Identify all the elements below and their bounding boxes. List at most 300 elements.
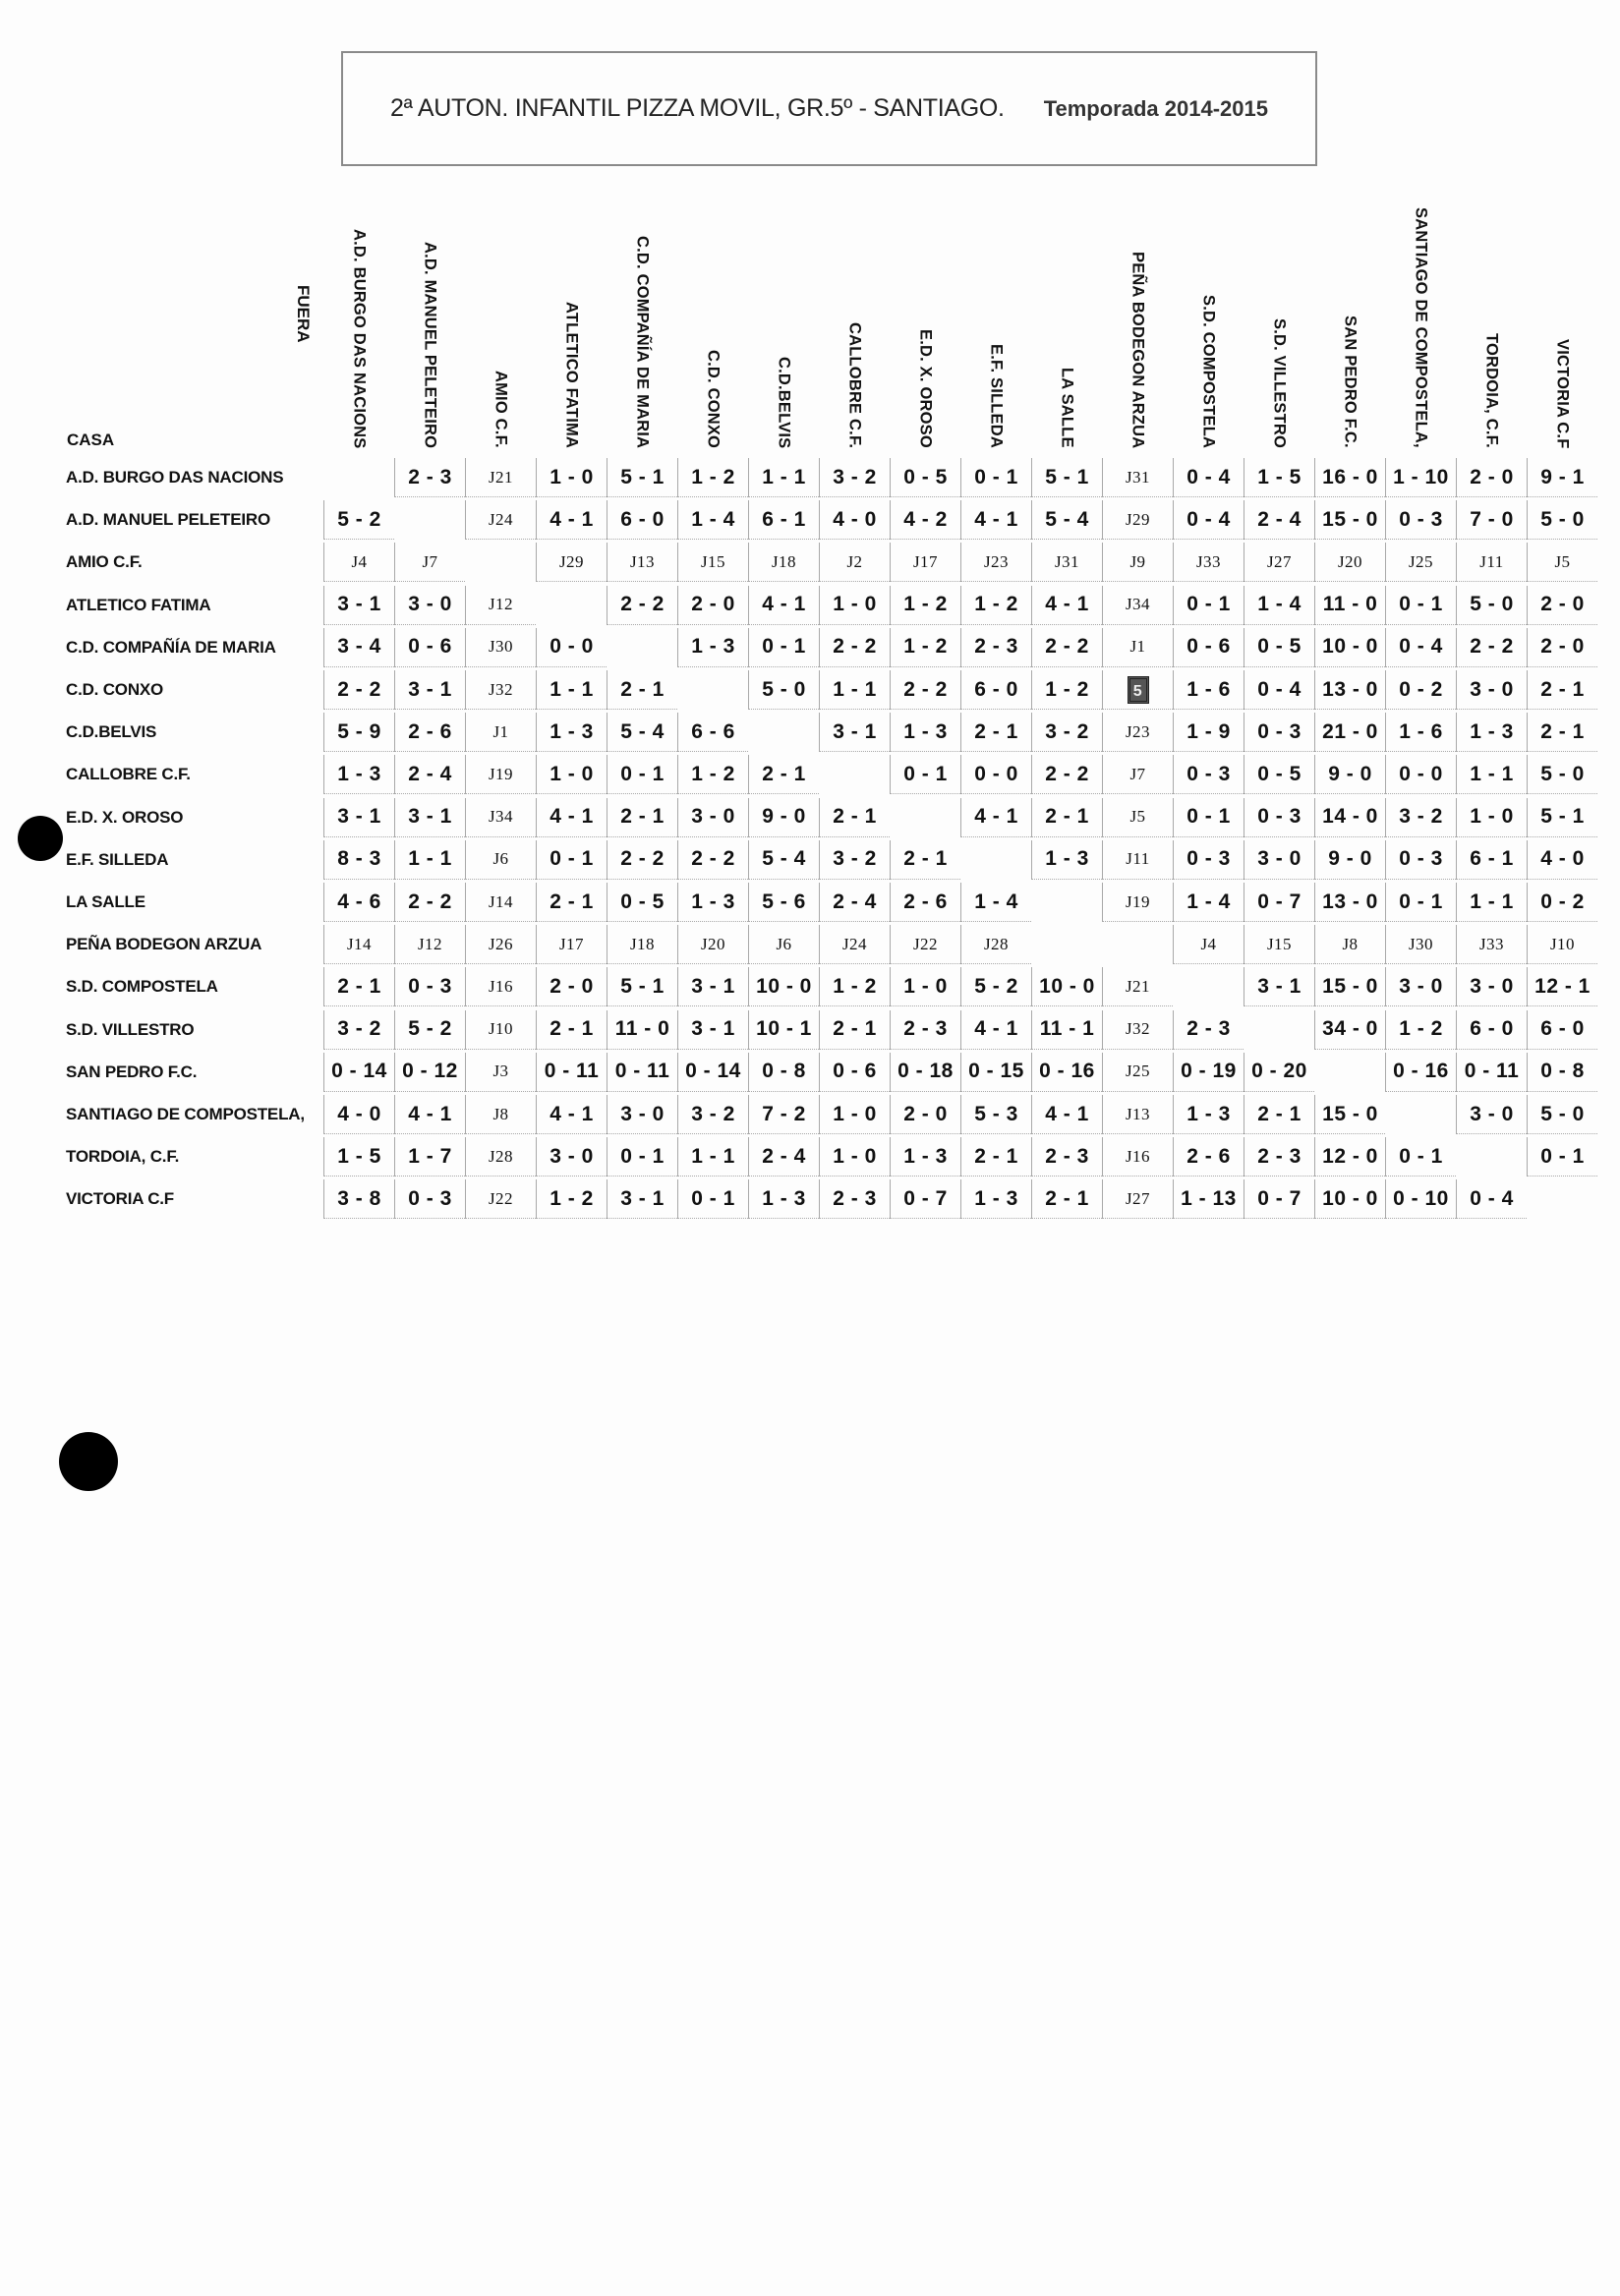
result-cell: 2 - 1 [536,883,607,922]
result-cell: 14 - 0 [1314,798,1385,837]
result-cell: J12 [394,925,465,964]
result-cell: 9 - 0 [1314,755,1385,794]
result-cell: 5 - 1 [607,458,677,497]
result-cell: 1 - 1 [1456,883,1527,922]
column-header [394,187,465,448]
result-cell: 6 - 0 [960,670,1031,710]
result-cell: 1 - 6 [1173,670,1244,710]
result-cell: 1 - 3 [748,1179,819,1219]
empty-cell [819,755,890,794]
result-cell: J29 [1102,500,1173,540]
result-cell: 2 - 1 [1031,1179,1102,1219]
result-cell: J22 [465,1179,536,1219]
result-cell: 1 - 7 [394,1137,465,1177]
result-cell: 3 - 2 [1031,713,1102,752]
result-cell: 0 - 4 [1173,458,1244,497]
result-cell: J18 [748,543,819,582]
column-header-label: E.F. SILLEDA [987,344,1006,448]
result-cell: 0 - 19 [1173,1053,1244,1092]
result-cell: 2 - 4 [394,755,465,794]
result-cell: 2 - 4 [748,1137,819,1177]
result-cell: 1 - 13 [1173,1179,1244,1219]
result-cell: 1 - 3 [323,755,394,794]
result-cell: 2 - 3 [1031,1137,1102,1177]
result-cell: 1 - 0 [819,1137,890,1177]
column-header [1385,187,1456,448]
result-cell: 9 - 0 [748,798,819,837]
column-header-label: AMIO C.F. [492,371,510,448]
result-cell: J27 [1244,543,1314,582]
result-cell: 2 - 2 [1031,755,1102,794]
result-cell: 0 - 1 [748,628,819,667]
result-cell: 0 - 1 [1385,883,1456,922]
row-team-label: AMIO C.F. [66,552,143,572]
result-cell: 6 - 6 [677,713,748,752]
result-cell: 1 - 2 [677,458,748,497]
result-cell: 5 - 1 [1031,458,1102,497]
result-cell: 15 - 0 [1314,967,1385,1006]
result-cell: 4 - 1 [536,798,607,837]
row-team-label: CALLOBRE C.F. [66,765,191,784]
result-cell: 3 - 0 [607,1095,677,1134]
result-cell: 9 - 1 [1527,458,1597,497]
result-cell: 0 - 1 [607,755,677,794]
result-cell: 1 - 5 [1244,458,1314,497]
result-cell: 1 - 3 [536,713,607,752]
result-cell: 1 - 2 [960,586,1031,625]
home-axis-label: CASA [67,430,115,449]
result-cell: J34 [465,798,536,837]
result-cell: 4 - 0 [1527,840,1597,880]
result-cell: 1 - 3 [677,883,748,922]
result-cell: 2 - 2 [607,586,677,625]
result-cell: J8 [465,1095,536,1134]
result-cell: J28 [465,1137,536,1177]
column-header-label: A.D. MANUEL PELETEIRO [421,241,439,448]
result-cell: 10 - 0 [748,967,819,1006]
result-cell: 2 - 4 [819,883,890,922]
result-cell: 5 - 0 [748,670,819,710]
result-cell: 13 - 0 [1314,883,1385,922]
result-cell: J13 [607,543,677,582]
result-cell: 0 - 1 [960,458,1031,497]
result-cell: J24 [465,500,536,540]
result-cell: 1 - 0 [819,1095,890,1134]
row-team-label: ATLETICO FATIMA [66,595,211,614]
result-cell: 2 - 1 [323,967,394,1006]
result-cell: 2 - 3 [1244,1137,1314,1177]
row-team-label: S.D. VILLESTRO [66,1019,195,1039]
column-header [1527,187,1597,448]
result-cell: 6 - 0 [1527,1010,1597,1050]
title-box [341,51,1317,166]
result-cell: 0 - 12 [394,1053,465,1092]
result-cell: 1 - 3 [960,1179,1031,1219]
empty-cell [1244,1010,1314,1050]
result-cell: 4 - 0 [819,500,890,540]
result-cell: 3 - 2 [1385,798,1456,837]
column-header [536,187,607,448]
result-cell: J5 [1102,798,1173,837]
result-cell: J25 [1102,1053,1173,1092]
result-cell: 2 - 1 [607,670,677,710]
result-cell: J11 [1456,543,1527,582]
result-cell: J19 [465,755,536,794]
result-cell: 5 - 9 [323,713,394,752]
result-cell: 3 - 1 [394,798,465,837]
result-cell: 1 - 2 [1385,1010,1456,1050]
result-cell: 1 - 2 [536,1179,607,1219]
empty-cell [1527,1179,1597,1219]
result-cell: 0 - 8 [1527,1053,1597,1092]
result-cell: J32 [465,670,536,710]
result-cell: 0 - 0 [536,628,607,667]
result-cell: 0 - 6 [1173,628,1244,667]
result-cell: 1 - 4 [1244,586,1314,625]
row-team-label: E.F. SILLEDA [66,849,169,869]
result-cell: 4 - 1 [748,586,819,625]
result-cell: 10 - 1 [748,1010,819,1050]
column-header [1173,187,1244,448]
result-cell: 5 - 4 [1031,500,1102,540]
empty-cell [748,713,819,752]
result-cell: 5 - 6 [748,883,819,922]
result-cell: J29 [536,543,607,582]
season-label: Temporada 2014-2015 [1043,95,1268,121]
result-cell: J5 [1527,543,1597,582]
result-cell: 2 - 0 [1527,586,1597,625]
result-cell: 13 - 0 [1314,670,1385,710]
result-cell: 1 - 2 [677,755,748,794]
result-cell: J28 [960,925,1031,964]
column-header [1244,187,1314,448]
row-team-label: C.D. CONXO [66,680,164,699]
punch-hole-mark [18,816,63,861]
result-cell: 0 - 1 [536,840,607,880]
row-team-label: SAN PEDRO F.C. [66,1062,198,1081]
result-cell: 0 - 5 [1244,628,1314,667]
result-cell: 0 - 1 [1527,1137,1597,1177]
result-cell: 1 - 1 [1456,755,1527,794]
result-cell: J19 [1102,883,1173,922]
result-cell: 3 - 0 [1456,1095,1527,1134]
result-cell: 2 - 1 [1244,1095,1314,1134]
result-cell: 1 - 2 [819,967,890,1006]
result-cell: 2 - 1 [536,1010,607,1050]
column-header-label: SAN PEDRO F.C. [1341,316,1360,448]
row-team-label: C.D. COMPAÑÍA DE MARIA [66,637,276,657]
result-cell: 0 - 7 [1244,1179,1314,1219]
column-header-label: E.D. X. OROSO [916,329,935,448]
column-header [1314,187,1385,448]
result-cell: 1 - 2 [1031,670,1102,710]
result-cell: 3 - 8 [323,1179,394,1219]
result-cell: 11 - 0 [607,1010,677,1050]
result-cell: 1 - 10 [1385,458,1456,497]
result-cell: 12 - 1 [1527,967,1597,1006]
empty-cell [1031,883,1102,922]
result-cell: 2 - 0 [677,586,748,625]
punch-hole-mark [59,1432,118,1491]
result-cell: 1 - 3 [890,1137,960,1177]
result-cell: 2 - 1 [748,755,819,794]
result-cell: 0 - 20 [1244,1053,1314,1092]
column-header [1102,187,1173,448]
result-cell: 1 - 3 [1173,1095,1244,1134]
empty-cell [607,628,677,667]
empty-cell [1456,1137,1527,1177]
result-cell: 3 - 2 [819,458,890,497]
result-cell: 5 - 2 [394,1010,465,1050]
result-cell: J8 [1314,925,1385,964]
result-cell: 2 - 0 [1527,628,1597,667]
result-cell: 0 - 18 [890,1053,960,1092]
result-cell: 0 - 16 [1385,1053,1456,1092]
column-header-label: LA SALLE [1058,368,1076,448]
result-cell: 0 - 6 [394,628,465,667]
result-cell: J30 [1385,925,1456,964]
result-cell: 10 - 0 [1314,628,1385,667]
result-cell: J3 [465,1053,536,1092]
result-cell: 2 - 2 [819,628,890,667]
column-header [465,187,536,448]
result-cell: 4 - 1 [960,798,1031,837]
result-cell: 2 - 6 [394,713,465,752]
empty-cell [1173,967,1244,1006]
result-cell: 1 - 3 [1031,840,1102,880]
result-cell: 4 - 1 [536,500,607,540]
result-cell: 0 - 2 [1385,670,1456,710]
result-cell: 4 - 1 [1031,586,1102,625]
result-cell: 0 - 3 [1385,500,1456,540]
result-cell: J20 [677,925,748,964]
result-cell: 3 - 1 [819,713,890,752]
result-cell: 1 - 1 [536,670,607,710]
result-cell: 0 - 4 [1244,670,1314,710]
result-cell: 1 - 1 [677,1137,748,1177]
result-cell: 11 - 0 [1314,586,1385,625]
result-cell: 3 - 1 [1244,967,1314,1006]
result-cell: 2 - 3 [890,1010,960,1050]
result-cell: 15 - 0 [1314,1095,1385,1134]
result-cell: 1 - 9 [1173,713,1244,752]
result-cell: 3 - 0 [536,1137,607,1177]
column-header [677,187,748,448]
result-cell: 2 - 6 [1173,1137,1244,1177]
result-cell [1102,670,1173,710]
row-team-label: LA SALLE [66,892,145,911]
result-cell: 1 - 0 [1456,798,1527,837]
result-cell: J14 [323,925,394,964]
result-cell: J31 [1031,543,1102,582]
result-cell: 2 - 1 [819,798,890,837]
result-cell: J17 [536,925,607,964]
result-cell: 2 - 3 [819,1179,890,1219]
result-cell: J27 [1102,1179,1173,1219]
result-cell: 0 - 0 [960,755,1031,794]
result-cell: 1 - 2 [890,628,960,667]
result-cell: 10 - 0 [1031,967,1102,1006]
result-cell: 0 - 0 [1385,755,1456,794]
result-cell: J31 [1102,458,1173,497]
empty-cell [1031,925,1102,964]
result-cell: 0 - 3 [1244,798,1314,837]
result-cell: J10 [1527,925,1597,964]
result-cell: J23 [1102,713,1173,752]
column-header-label: S.D. COMPOSTELA [1199,294,1218,448]
result-cell: 0 - 1 [1385,1137,1456,1177]
result-cell: 0 - 4 [1173,500,1244,540]
empty-cell [465,543,536,582]
result-cell: 3 - 1 [323,586,394,625]
result-cell: 3 - 1 [323,798,394,837]
result-cell: 0 - 7 [890,1179,960,1219]
row-team-label: C.D.BELVIS [66,722,157,742]
result-cell: 5 - 1 [607,967,677,1006]
result-cell: 1 - 4 [960,883,1031,922]
result-cell: 4 - 0 [323,1095,394,1134]
result-cell: J21 [1102,967,1173,1006]
result-cell: J6 [748,925,819,964]
row-team-label: PEÑA BODEGON ARZUA [66,935,262,954]
result-cell: 1 - 0 [819,586,890,625]
column-header [1456,187,1527,448]
column-header-label: C.D.BELVIS [775,356,793,448]
empty-cell [1314,1053,1385,1092]
result-cell: J7 [394,543,465,582]
result-cell: J22 [890,925,960,964]
result-cell: 0 - 3 [1385,840,1456,880]
column-header-label: ATLETICO FATIMA [562,301,581,448]
result-cell: J33 [1173,543,1244,582]
result-cell: 2 - 2 [677,840,748,880]
column-header [748,187,819,448]
result-cell: 0 - 14 [677,1053,748,1092]
column-header-label: C.D. CONXO [704,349,723,448]
result-cell: 4 - 1 [536,1095,607,1134]
result-cell: 2 - 3 [394,458,465,497]
result-cell: 4 - 6 [323,883,394,922]
column-header-label: C.D. COMPAÑÍA DE MARIA [633,235,652,448]
result-cell: 1 - 3 [677,628,748,667]
row-team-label: TORDOIA, C.F. [66,1147,180,1167]
result-cell: 3 - 2 [323,1010,394,1050]
result-cell: 1 - 0 [536,458,607,497]
result-cell: J1 [1102,628,1173,667]
result-cell: J32 [1102,1010,1173,1050]
result-cell: 1 - 2 [890,586,960,625]
result-cell: J7 [1102,755,1173,794]
result-cell: 3 - 4 [323,628,394,667]
result-cell: J9 [1102,543,1173,582]
competition-title: 2ª AUTON. INFANTIL PIZZA MOVIL, GR.5º - SANTIAGO. [390,94,1005,122]
result-cell: 6 - 1 [1456,840,1527,880]
away-axis-label: FUERA [294,285,313,343]
empty-cell [323,458,394,497]
empty-cell [677,670,748,710]
result-cell: 0 - 5 [890,458,960,497]
result-cell: J34 [1102,586,1173,625]
result-cell: 0 - 1 [607,1137,677,1177]
result-cell: 3 - 0 [1456,967,1527,1006]
result-cell: 5 - 4 [748,840,819,880]
result-cell: 4 - 2 [890,500,960,540]
result-cell: 2 - 6 [890,883,960,922]
result-cell: 5 - 1 [1527,798,1597,837]
result-cell: 1 - 5 [323,1137,394,1177]
result-cell: J20 [1314,543,1385,582]
column-header-label: CALLOBRE C.F. [845,321,864,448]
result-cell: 2 - 1 [960,1137,1031,1177]
result-cell: 3 - 0 [394,586,465,625]
result-cell: 1 - 4 [677,500,748,540]
result-cell: 3 - 0 [1244,840,1314,880]
result-cell: J16 [1102,1137,1173,1177]
result-cell: 2 - 0 [890,1095,960,1134]
result-cell: 2 - 0 [1456,458,1527,497]
result-cell: 2 - 2 [1031,628,1102,667]
result-cell: J14 [465,883,536,922]
result-cell: 7 - 2 [748,1095,819,1134]
result-cell: 5 - 0 [1527,500,1597,540]
result-cell: 6 - 1 [748,500,819,540]
result-cell: 0 - 16 [1031,1053,1102,1092]
result-cell: 21 - 0 [1314,713,1385,752]
result-cell: 0 - 2 [1527,883,1597,922]
column-header [960,187,1031,448]
result-cell: 10 - 0 [1314,1179,1385,1219]
result-cell: J6 [465,840,536,880]
result-cell: 5 - 0 [1527,1095,1597,1134]
column-header [890,187,960,448]
result-cell: 2 - 1 [1527,670,1597,710]
row-team-label: SANTIAGO DE COMPOSTELA, [66,1105,305,1123]
result-cell: 2 - 1 [607,798,677,837]
result-cell: 3 - 0 [677,798,748,837]
result-cell: J1 [465,713,536,752]
result-cell: J11 [1102,840,1173,880]
column-header-label: VICTORIA C.F [1553,338,1572,448]
column-header [607,187,677,448]
result-cell: 15 - 0 [1314,500,1385,540]
result-cell: 0 - 1 [1173,586,1244,625]
result-cell: 4 - 1 [960,500,1031,540]
column-header-label: S.D. VILLESTRO [1270,317,1289,448]
result-cell: 2 - 1 [960,713,1031,752]
result-cell: 0 - 1 [1173,798,1244,837]
result-cell: 0 - 3 [1173,755,1244,794]
result-cell: 0 - 3 [394,967,465,1006]
result-cell: 2 - 1 [1031,798,1102,837]
result-cell: 2 - 3 [1173,1010,1244,1050]
result-cell: J16 [465,967,536,1006]
result-cell: J10 [465,1010,536,1050]
result-cell: J4 [323,543,394,582]
result-cell: 0 - 4 [1385,628,1456,667]
result-cell: 0 - 11 [607,1053,677,1092]
result-cell: 0 - 1 [890,755,960,794]
result-cell: 3 - 0 [1456,670,1527,710]
result-cell: 6 - 0 [607,500,677,540]
result-cell: 16 - 0 [1314,458,1385,497]
result-cell: 7 - 0 [1456,500,1527,540]
result-cell: 5 - 3 [960,1095,1031,1134]
result-cell: 8 - 3 [323,840,394,880]
result-cell: 1 - 6 [1385,713,1456,752]
result-cell: 0 - 11 [1456,1053,1527,1092]
result-cell: 3 - 1 [394,670,465,710]
row-team-label: E.D. X. OROSO [66,807,184,827]
